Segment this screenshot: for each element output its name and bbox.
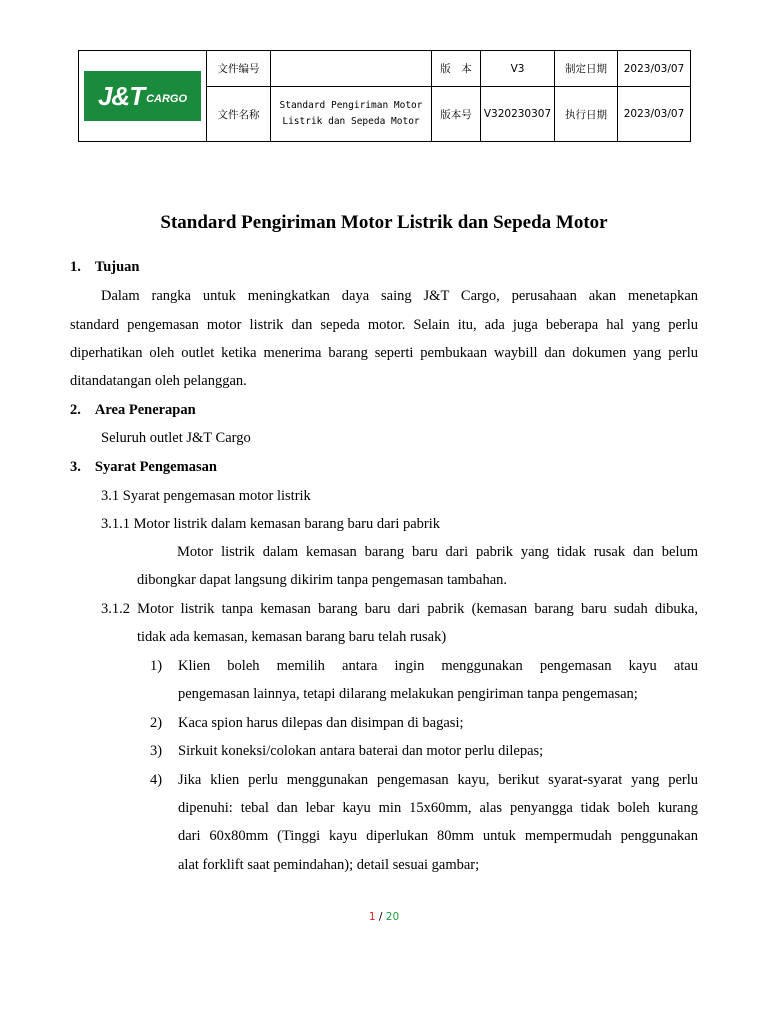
list-item-line: dipenuhi: tebal dan lebar kayu min 15x60mm, alas penyangga tidak boleh kurang (178, 800, 698, 816)
section-1-para-line-4: ditandatangan oleh pelanggan. (70, 373, 247, 389)
version-value: V3 (481, 51, 555, 87)
page-current: 1 (368, 911, 376, 923)
version-no-value: V320230307 (481, 87, 555, 142)
jt-cargo-logo: J&T CARGO (84, 71, 201, 121)
list-item-number: 1) (150, 658, 163, 674)
page-total: 20 (385, 911, 400, 923)
page-number (0, 911, 768, 923)
list-item-line: Kaca spion harus dilepas dan disimpan di bagasi; (178, 715, 464, 731)
section-3-1-1-line-2: dibongkar dapat langsung dikirim tanpa pengemasan tambahan. (137, 572, 508, 588)
section-3-1-heading: 3.1 Syarat pengemasan motor listrik (101, 488, 311, 504)
list-item-line: Sirkuit koneksi/colokan antara baterai dan motor perlu dilepas; (178, 743, 544, 759)
version-label: 版 本 (432, 51, 481, 87)
list-item-line: dari 60x80mm (Tinggi kayu diperlukan 80mm untuk mempermudah penggunakan (178, 828, 698, 844)
section-2-text: Seluruh outlet J&T Cargo (101, 430, 251, 446)
doc-number-label: 文件编号 (207, 51, 271, 87)
doc-number-value (271, 51, 432, 87)
section-3-heading: 3. Syarat Pengemasan (70, 459, 217, 475)
document-title: Standard Pengiriman Motor Listrik dan Sepeda Motor (160, 212, 608, 233)
list-item-number: 3) (150, 743, 163, 759)
section-3-1-2-line-1: 3.1.2 Motor listrik tanpa kemasan barang baru dari pabrik (kemasan barang baru sudah dibuka, (101, 601, 698, 617)
effective-date-value: 2023/03/07 (618, 87, 691, 142)
section-2-heading: 2. Area Penerapan (70, 402, 196, 418)
section-1-para-line-3: diperhatikan oleh outlet ketika menerima barang seperti pembukaan waybill dan dokumen yang perlu (70, 345, 698, 361)
doc-name-label: 文件名称 (207, 87, 271, 142)
section-3-1-1-heading: 3.1.1 Motor listrik dalam kemasan barang baru dari pabrik (101, 516, 441, 532)
logo-cell (79, 51, 207, 142)
created-date-label: 制定日期 (555, 51, 618, 87)
section-1-para-line-1: Dalam rangka untuk meningkatkan daya saing J&T Cargo, perusahaan akan menetapkan (101, 288, 698, 304)
list-item-number: 2) (150, 715, 163, 731)
section-3-1-2-line-2: tidak ada kemasan, kemasan barang baru telah rusak) (137, 629, 447, 645)
document-header-table (78, 50, 691, 142)
created-date-value: 2023/03/07 (618, 51, 691, 87)
effective-date-label: 执行日期 (555, 87, 618, 142)
page-separator: / (375, 911, 386, 923)
list-item-number: 4) (150, 772, 163, 788)
list-item-line: Jika klien perlu menggunakan pengemasan kayu, berikut syarat-syarat yang perlu (178, 772, 698, 788)
version-no-label: 版本号 (432, 87, 481, 142)
list-item-line: Klien boleh memilih antara ingin menggunakan pengemasan kayu atau (178, 658, 698, 674)
doc-name-value: Standard Pengiriman Motor Listrik dan Sepeda Motor (271, 87, 432, 142)
list-item-line: alat forklift saat pemindahan); detail sesuai gambar; (178, 857, 480, 873)
section-1-heading: 1. Tujuan (70, 259, 140, 275)
section-1-para-line-2: standard pengemasan motor listrik dan sepeda motor. Selain itu, ada juga beberapa hal yang perlu (70, 317, 698, 333)
section-3-1-1-line-1: Motor listrik dalam kemasan barang baru dari pabrik yang tidak rusak dan belum (177, 544, 698, 560)
list-item-line: pengemasan lainnya, tetapi dilarang melakukan pengiriman tanpa pengemasan; (178, 686, 638, 702)
